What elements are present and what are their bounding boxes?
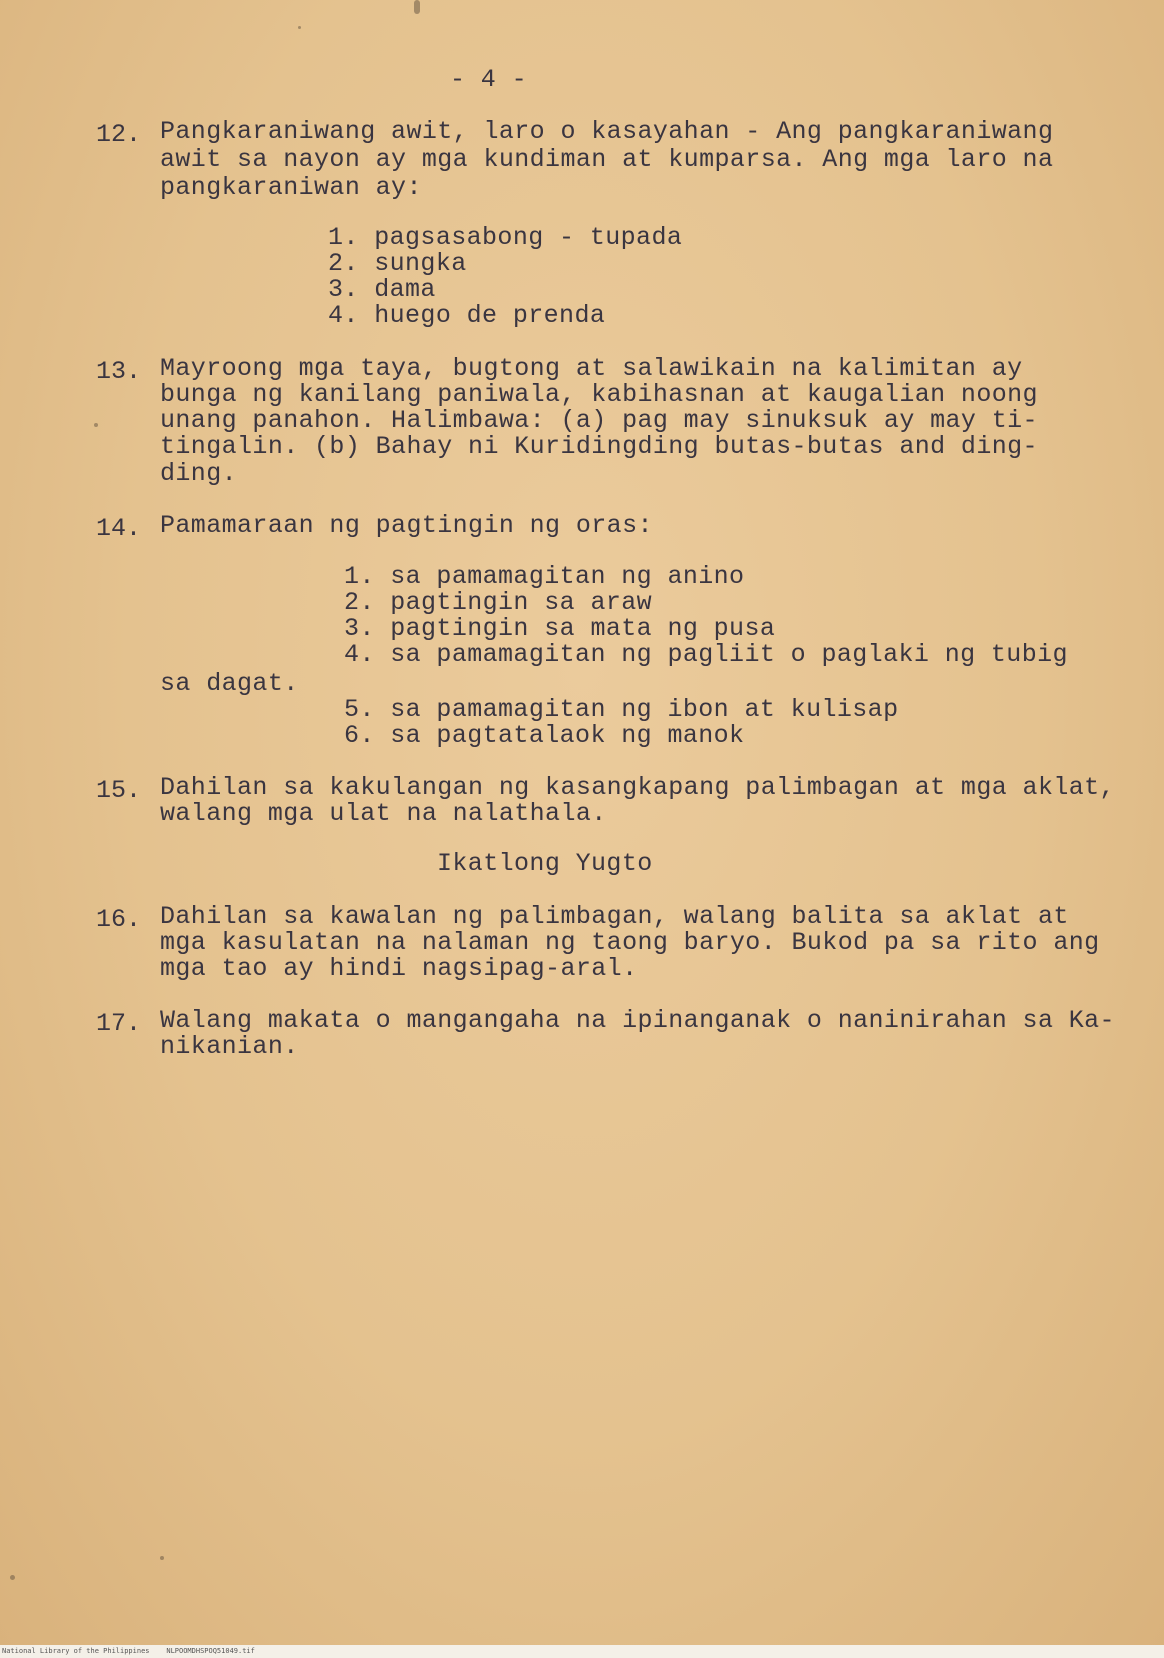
page-number: - 4 -	[450, 65, 528, 94]
item-text-line: Mayroong mga taya, bugtong at salawikain na kalimitan ay	[160, 354, 1023, 383]
list-item: 6. sa pagtatalaok ng manok	[344, 721, 745, 750]
item-number: 13.	[96, 357, 142, 386]
stain-mark	[298, 26, 301, 29]
item-text-line: mga tao ay hindi nagsipag-aral.	[160, 954, 638, 983]
item-text-line: awit sa nayon ay mga kundiman at kumparsa. Ang mga laro na	[160, 145, 1054, 174]
list-continuation: sa dagat.	[160, 669, 299, 698]
item-text-line: Pangkaraniwang awit, laro o kasayahan - Ang pangkaraniwang	[160, 117, 1054, 146]
item-text-line: walang mga ulat na nalathala.	[160, 799, 607, 828]
item-text-line: mga kasulatan na nalaman ng taong baryo. Bukod pa sa rito ang	[160, 928, 1100, 957]
item-text-line: tingalin. (b) Bahay ni Kuridingding butas-butas and ding-	[160, 432, 1038, 461]
list-item: 3. pagtingin sa mata ng pusa	[344, 614, 776, 643]
item-text-line: nikanian.	[160, 1032, 299, 1061]
item-text-line: Walang makata o mangangaha na ipinanganak o naninirahan sa Ka-	[160, 1006, 1115, 1035]
item-text-line: Dahilan sa kakulangan ng kasangkapang palimbagan at mga aklat,	[160, 773, 1115, 802]
item-text-line: Dahilan sa kawalan ng palimbagan, walang balita sa aklat at	[160, 902, 1069, 931]
scan-footer: National Library of the Philippines NLPOOMDHSPOQ51049.tif	[0, 1645, 1164, 1658]
item-text-line: ding.	[160, 459, 238, 488]
stain-mark	[414, 0, 420, 14]
stain-mark	[94, 423, 98, 427]
list-item: 1. sa pamamagitan ng anino	[344, 562, 745, 591]
item-number: 17.	[96, 1009, 142, 1038]
item-text-line: Pamamaraan ng pagtingin ng oras:	[160, 511, 653, 540]
stain-mark	[10, 1575, 15, 1580]
item-number: 14.	[96, 514, 142, 543]
stain-mark	[160, 1556, 164, 1560]
list-item: 4. huego de prenda	[328, 301, 606, 330]
list-item: 5. sa pamamagitan ng ibon at kulisap	[344, 695, 899, 724]
item-number: 16.	[96, 905, 142, 934]
item-number: 12.	[96, 120, 142, 149]
list-item: 2. sungka	[328, 249, 467, 278]
item-text-line: unang panahon. Halimbawa: (a) pag may sinuksuk ay may ti-	[160, 406, 1038, 435]
list-item: 2. pagtingin sa araw	[344, 588, 653, 617]
list-item: 4. sa pamamagitan ng pagliit o paglaki ng tubig	[344, 640, 1068, 669]
item-number: 15.	[96, 776, 142, 805]
item-text-line: pangkaraniwan ay:	[160, 173, 422, 202]
section-heading: Ikatlong Yugto	[437, 849, 653, 878]
list-item: 3. dama	[328, 275, 436, 304]
list-item: 1. pagsasabong - tupada	[328, 223, 683, 252]
item-text-line: bunga ng kanilang paniwala, kabihasnan at kaugalian noong	[160, 380, 1038, 409]
